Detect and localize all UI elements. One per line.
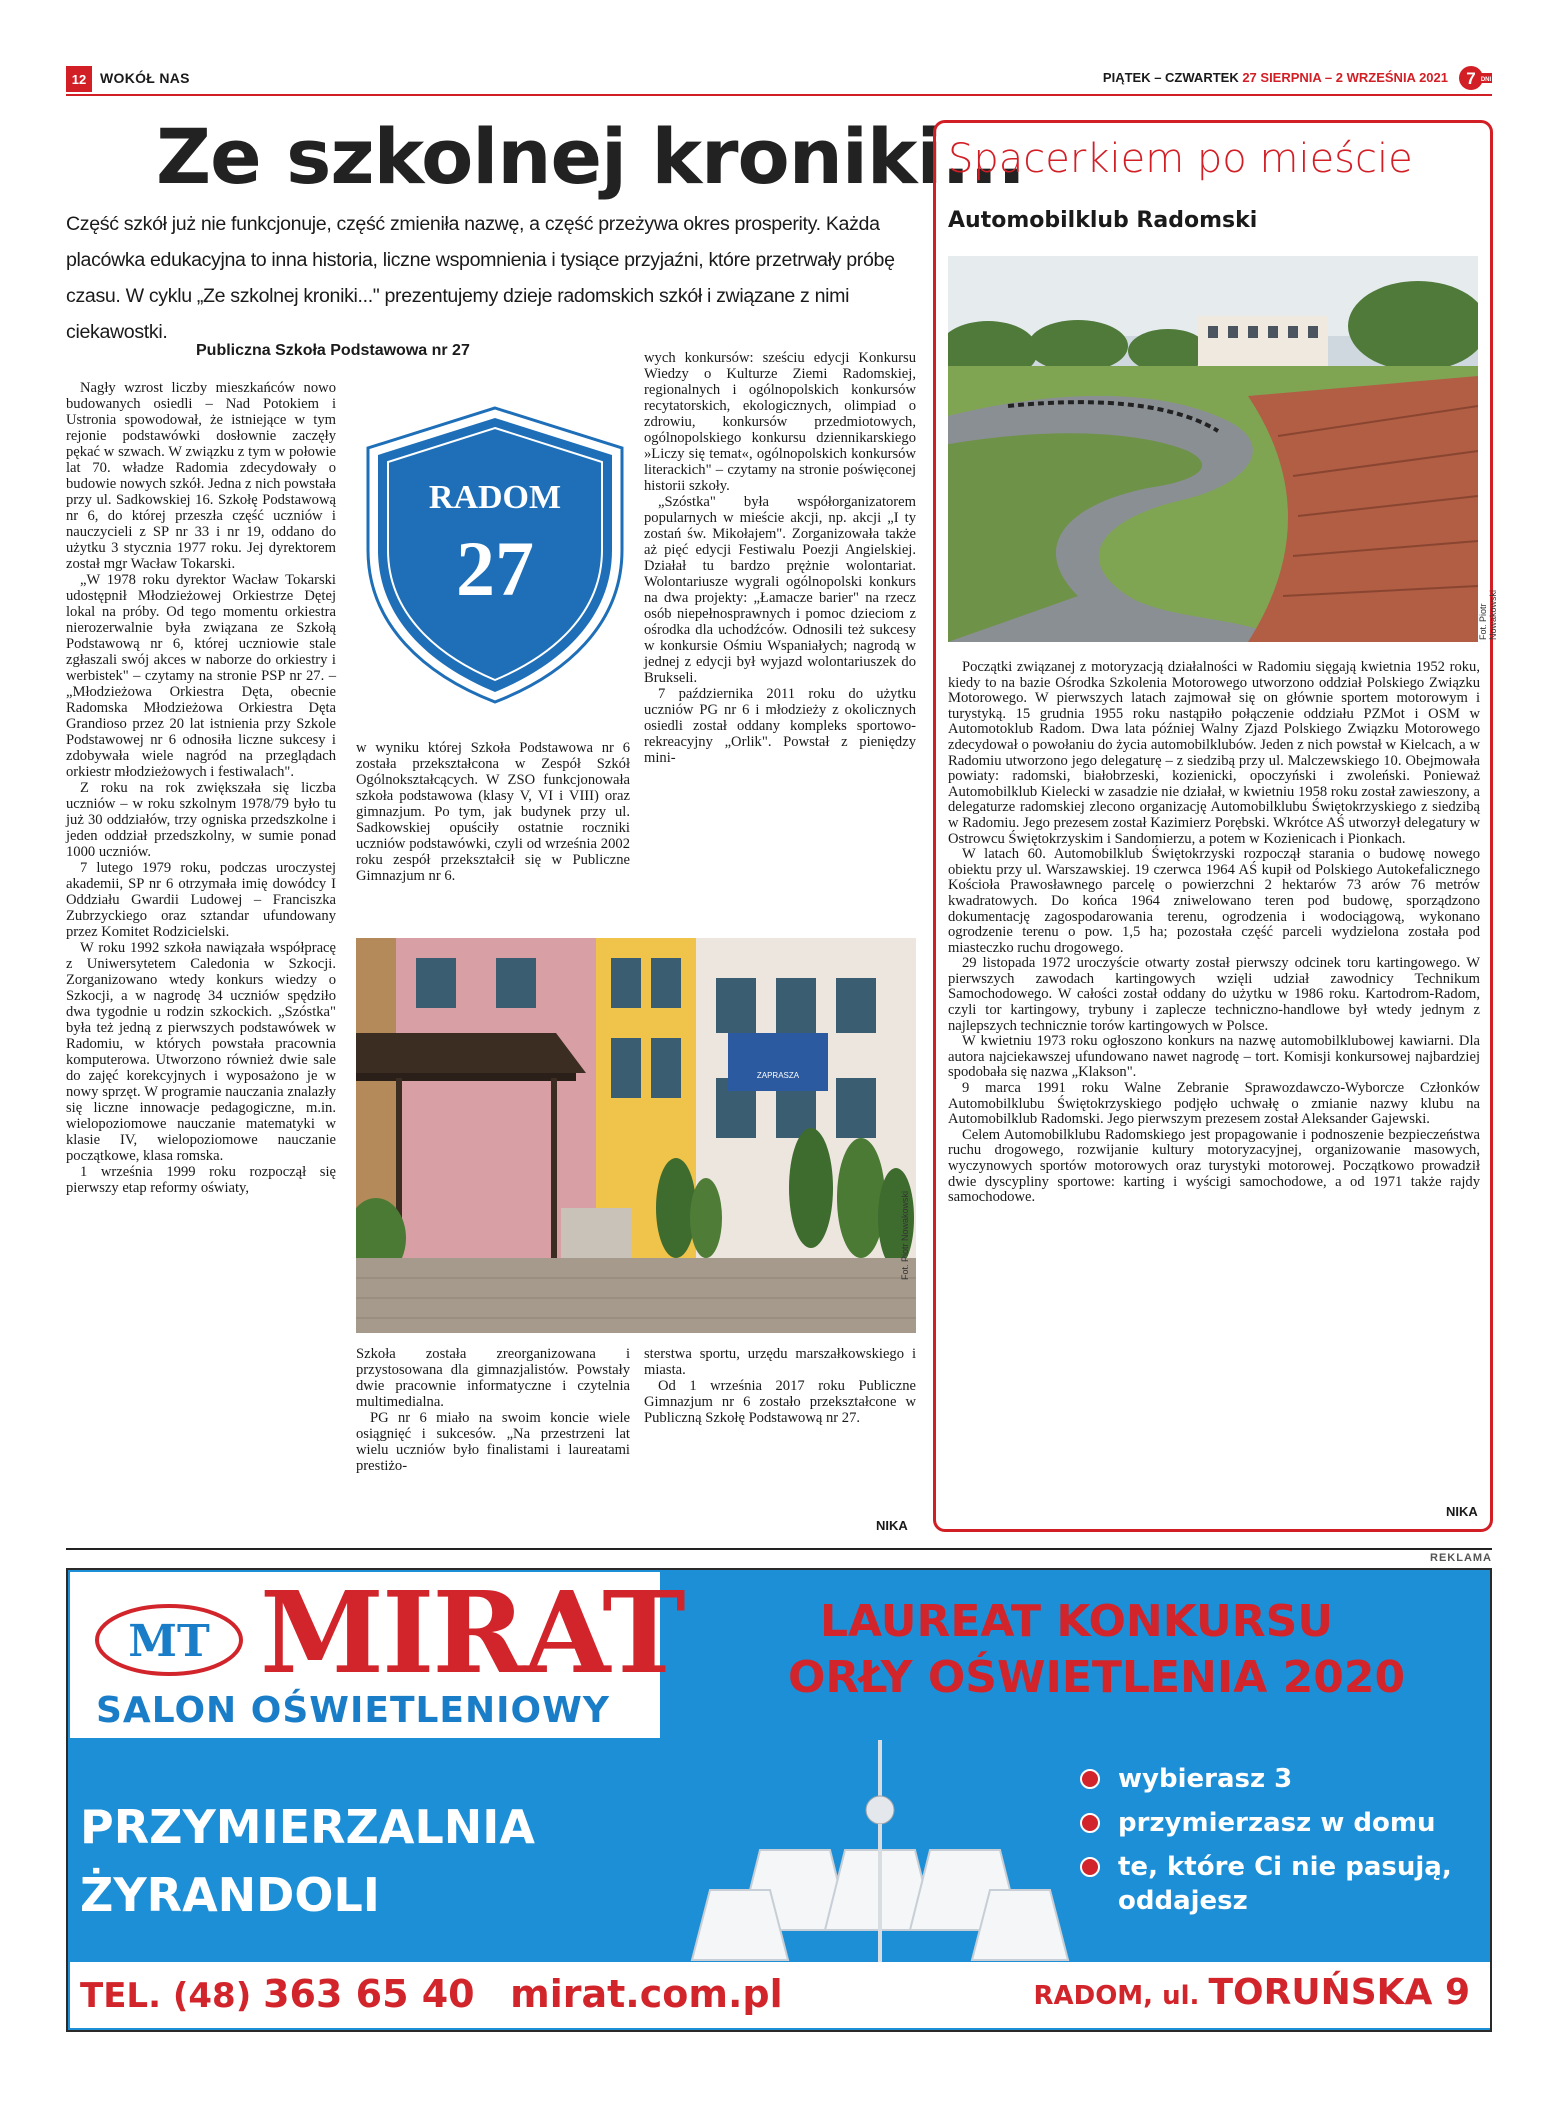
shield-city: RADOM [428, 479, 562, 516]
logo-number: 7 [1466, 69, 1476, 88]
address-street: TORUŃSKA 9 [1208, 1972, 1470, 2013]
paragraph: Nagły wzrost liczby mieszkańców nowo budowanych osiedli – Nad Potokiem i Ustronia spowodował, że istniejące w tym rejonie podstawówki dosłownie zaczęły pękać w szwach. W związku z tym w połowie lat 70. władze Radomia zdecydowały o budowie nowych szkół. Jedna z nich powstała przy ul. Sadkowskiej 16. Szkołę Podstawową nr 6, do której przeszła część uczniów i nauczycieli z SP nr 33 i nr 19, oddano do użytku 3 stycznia 1977 roku. Jej dyrektorem został mgr Wacław Tokarski. [66, 380, 336, 572]
ad-benefit [1080, 1850, 1500, 1918]
page-number: 12 [66, 66, 92, 92]
article-subhead: Publiczna Szkoła Podstawowa nr 27 [196, 342, 470, 359]
website-link[interactable]: mirat.com.pl [510, 1972, 783, 2016]
benefit-text: wybierasz 3 [1118, 1764, 1293, 1794]
date-range: 27 SIERPNIA – 2 WRZEŚNIA 2021 [1242, 70, 1448, 85]
shield-number: 27 [456, 525, 534, 612]
paragraph: W kwietniu 1973 roku ogłoszono konkurs na nazwę automobilklubowej kawiarni. Dla autora najciekawszej ufundowano nawet nagrodę – tort. Komisji konkursowej najbardziej spodobała się nazwa „Klakson". [948, 1033, 1480, 1081]
paragraph: sterstwa sportu, urzędu marszałkowskiego i miasta. [644, 1346, 916, 1378]
article-column-2 [356, 740, 630, 884]
ad-benefits-list [1080, 1762, 1500, 1928]
sidebar-author: NIKA [1446, 1504, 1478, 1519]
ad-award-line-1: LAUREAT KONKURSU [820, 1596, 1334, 1647]
karting-track-photo [948, 256, 1478, 642]
school-shield-emblem [360, 400, 630, 710]
paragraph: w wyniku której Szkoła Podstawowa nr 6 została przekształcona w Zespół Szkół Ogólnokształcących. W ZSO funkcjonowała szkoła podstawowa (klasy V, VI i VIII) oraz gimnazjum. Po tym, jak budynek przy ul. Sadkowskiej opuściły ostatnie roczniki uczniów podstawówki, czyli od września 2002 roku zespół przekształcił się w Publiczne Gimnazjum nr 6. [356, 740, 630, 884]
paragraph: Od 1 września 2017 roku Publiczne Gimnazjum nr 6 zostało przekształcone w Publiczną Szkołę Podstawową nr 27. [644, 1378, 916, 1426]
ad-fitting-line-2: ŻYRANDOLI [80, 1868, 380, 1922]
article-column-3-bottom [644, 1346, 916, 1426]
logo-initials: MT [128, 1616, 210, 1667]
bullet-dot-icon [1080, 1857, 1100, 1877]
address-prefix: RADOM, ul. [1033, 1981, 1200, 2011]
paragraph: „Szóstka" była współorganizatorem popularnych w mieście akcji, np. akcji „I ty zostań św. Mikołajem". Zorganizowała także aż pięć edycji Festiwalu Poezji Angielskiej. Działał tu bardzo prężnie wolontariat. Wolontariusze wygrali ogólnopolski konkurs na dwa projekty: „Łamacze barier" na rzecz osób niepełnosprawnych i pomoc dzieciom z ośrodka dla uchodźców. Odnosili też sukcesy w konkursie Ośmiu Wspaniałych; nagrodą w jednej z edycji był wyjazd wolontariuszek do Brukseli. [644, 494, 916, 686]
article-author: NIKA [876, 1518, 908, 1533]
issue-date [1103, 70, 1448, 85]
ad-brand: MIRAT [260, 1568, 684, 1699]
section-title: WOKÓŁ NAS [100, 70, 190, 86]
paragraph: 1 września 1999 roku rozpoczął się pierwszy etap reformy oświaty, [66, 1164, 336, 1196]
sidebar-text [948, 660, 1480, 1206]
ad-contact [80, 1972, 783, 2016]
ad-benefit [1080, 1806, 1500, 1840]
sidebar-title: Spacerkiem po mieście [948, 136, 1413, 182]
article-column-3 [644, 350, 916, 766]
bullet-dot-icon [1080, 1813, 1100, 1833]
paragraph: Z roku na rok zwiększała się liczba uczniów – w roku szkolnym 1978/79 było tu już 30 oddziałów, trzy ogniska przedszkolne i jeden oddział przedszkolny, w sumie ponad 1000 uczniów. [66, 780, 336, 860]
paragraph: wych konkursów: sześciu edycji Konkursu Wiedzy o Kulturze Ziemi Radomskiej, regionalnych i ogólnopolskich konkursów recytatorskich, ekologicznych, olimpiad o zdrowiu, konkursów przedmiotowych, ogólnopolskiego konkursu dziennikarskiego »Liczy się temat«, ogólnopolskich konkursów literackich" – czytamy na stronie poświęconej historii szkoły. [644, 350, 916, 494]
paragraph: 7 października 2011 roku do użytku uczniów PG nr 6 i młodzieży z okolicznych osiedli został oddany kompleks sportowo-rekreacyjny „Orlik". Powstał z pieniędzy mini- [644, 686, 916, 766]
ad-address [1033, 1972, 1470, 2013]
paragraph: W latach 60. Automobilklub Świętokrzyski rozpoczął starania o budowę nowego obiektu przy ul. Warszawskiej. 19 czerwca 1964 AŚ kupił od Polskiego Autokefalicznego Kościoła Prawosławnego parcelę o powierzchni 2 hektarów 73 arów 76 metrów kwadratowych. Do końca 1964 zniwelowano teren pod budowę, sporządzono dokumentację zagospodarowania terenu, ogrodzenia i wodociągową, wykonano ogrodzenie terenu o pow. 1,5 ha; pozostała część parceli wydzielona została pod miasteczko ruchu drogowego. [948, 846, 1480, 956]
newspaper-logo [1458, 64, 1492, 92]
tel-prefix: TEL. (48) [80, 1976, 252, 2016]
ad-label: REKLAMA [1430, 1552, 1492, 1564]
paragraph: „W 1978 roku dyrektor Wacław Tokarski udostępnił Młodzieżowej Orkiestrze Dętej lokal na próby. Od tego momentu orkiestra nierozerwalnie była związana ze Szkołą Podstawową nr 6, której uczniowie stale zgłaszali swój akces w naborze do orkiestry i werbistek" – czytamy na stronie PSP nr 27. – „Młodzieżowa Orkiestra Dęta, obecnie Radomska Młodzieżowa Orkiestra Dęta Grandioso przez 20 lat istnienia przy Szkole Podstawowej nr 6 odnosiła liczne sukcesy i zdobywała wiele nagród na przeglądach orkiestr młodzieżowych i festiwalach". [66, 572, 336, 780]
article-lead: Część szkół już nie funkcjonuje, część zmieniła nazwę, a część przeżywa okres prosperity. Każda placówka edukacyjna to inna historia, liczne wspomnienia i tysiące przyjaźni, które przetrwały próbę czasu. W cyklu „Ze szkolnej kroniki..." prezentujemy dzieje radomskich szkół i związane z nimi ciekawostki. [66, 213, 895, 343]
bullet-dot-icon [1080, 1769, 1100, 1789]
paragraph: Celem Automobilklubu Radomskiego jest propagowanie i podnoszenie bezpieczeństwa ruchu drogowego, rozwijanie kultury motoryzacyjnej, organizowanie masowych, wyczynowych sportów motorowych oraz turystyki motorowej. Początkowo prowadził dwie dyscypliny sportowe: karting i wyścigi samochodowe, a od 1971 także rajdy samochodowe. [948, 1126, 1480, 1206]
paragraph: 9 marca 1991 roku Walne Zebranie Sprawozdawczo-Wyborcze Członków Automobilklubu Świętokrzyskiego podjęło uchwałę o zmianie nazwy klubu na Automobilklub Radomski. Jego pierwszym prezesem został Aleksander Gajewski. [948, 1080, 1480, 1128]
paragraph: W roku 1992 szkoła nawiązała współpracę z Uniwersytetem Caledonia w Szkocji. Zorganizowano wtedy konkurs wiedzy o Szkocji, a w nagrodę 34 uczniów spędziło dwa tygodnie u rodzin szkockich. „Szóstka" była też jedną z pierwszych podstawówek w Radomiu, w których powstała pracownia komputerowa. Utworzono również dwie sale do zajęć korekcyjnych i wyposażono je w nowy sprzęt. W programie nauczania znalazły się liczne innowacje pedagogiczne, m.in. wielopoziomowe nauczanie matematyki w klasie IV, wielopoziomowe nauczanie początkowe, klasa romska. [66, 940, 336, 1164]
photo-credit: Fot. Piotr Nowakowski [900, 1190, 910, 1280]
article-column-2-bottom [356, 1346, 630, 1474]
paragraph: 7 lutego 1979 roku, podczas uroczystej akademii, SP nr 6 otrzymała imię dowódcy I Oddziału Gwardii Ludowej – Franciszka Zubrzyckiego oraz sztandar ufundowany przez Komitet Rodzicielski. [66, 860, 336, 940]
article-column-1 [66, 380, 336, 1196]
paragraph: Początki związanej z motoryzacją działalności w Radomiu sięgają kwietnia 1952 roku, kiedy to na bazie Ośrodka Szkolenia Motorowego utworzono oddział Polskiego Związku Motorowego. W pierwszych latach zajmował się on głównie sportem motorowym i turystyką. 15 grudnia 1955 roku nastąpiło połączenie oddziału PZMot i OSM w Automotoklub Radom. Dwa lata później Walny Zjazd Polskiego Związku Motorowego zdecydował o powołaniu do życia automobilklubów. Jeden z nich powstał w Kielcach, a w Radomiu utworzono jego delegaturę – z siedzibą przy ul. Malczewskiego 10. Obejmowała powiaty: radomski, białobrzeski, kozienicki, opoczyński i zwoleński. Ponieważ Automobilklub Kielecki w zasadzie nie działał, w kwietniu 1958 roku został zawieszony, a delegaturze radomskiej zlecono organizację Automobilklubu Świętokrzyskiego z siedzibą w Radomiu. Jego prezesem został Kazimierz Porębski. Wkrótce AŚ utworzył delegatury w Ostrowcu Świętokrzyskim i Sandomierzu, a potem w Kozienicach i Pionkach. [948, 659, 1480, 847]
photo-credit: Fot. Piotr Nowakowski [1478, 589, 1498, 640]
paragraph: 29 listopada 1972 uroczyście otwarty został pierwszy odcinek toru kartingowego. W pierwszych zawodach kartingowych wzięli udział zawodnicy Technikum Samochodowego. W całości został oddany do użytku w 1986 roku. Kartodrom-Radom, czyli tor kartingowy, trybuny i zaplecze techniczno-handlowe był wtedy jednym z najlepszych technicznie torów kartingowych w Polsce. [948, 955, 1480, 1034]
benefit-text: przymierzasz w domu [1118, 1808, 1436, 1838]
ad-award-line-2: ORŁY OŚWIETLENIA 2020 [788, 1652, 1406, 1703]
ad-tagline: SALON OŚWIETLENIOWY [96, 1690, 610, 1731]
paragraph: PG nr 6 miało na swoim koncie wiele osiągnięć i sukcesów. „Na przestrzeni lat wielu uczniów było finalistami i laureatami prestiżo- [356, 1410, 630, 1474]
date-prefix: PIĄTEK – CZWARTEK [1102, 70, 1243, 85]
mirat-logo [94, 1602, 244, 1678]
ad-fitting-line-1: PRZYMIERZALNIA [80, 1800, 536, 1854]
article-headline: Ze szkolnej kroniki... [156, 112, 1026, 201]
benefit-text: te, które Ci nie pasują, oddajesz [1118, 1852, 1452, 1916]
school-sign: ZAPRASZA [756, 1071, 800, 1080]
sidebar-subtitle: Automobilklub Radomski [948, 208, 1258, 233]
logo-text: DNI [1480, 77, 1492, 83]
header-rule [66, 94, 1492, 96]
school-building-photo [356, 938, 916, 1333]
ad-divider [66, 1548, 1492, 1550]
paragraph: Szkoła została zreorganizowana i przystosowana dla gimnazjalistów. Powstały dwie pracownie informatyczne i czytelnia multimedialna. [356, 1346, 630, 1410]
ad-benefit [1080, 1762, 1500, 1796]
tel-number[interactable]: 363 65 40 [263, 1972, 475, 2016]
